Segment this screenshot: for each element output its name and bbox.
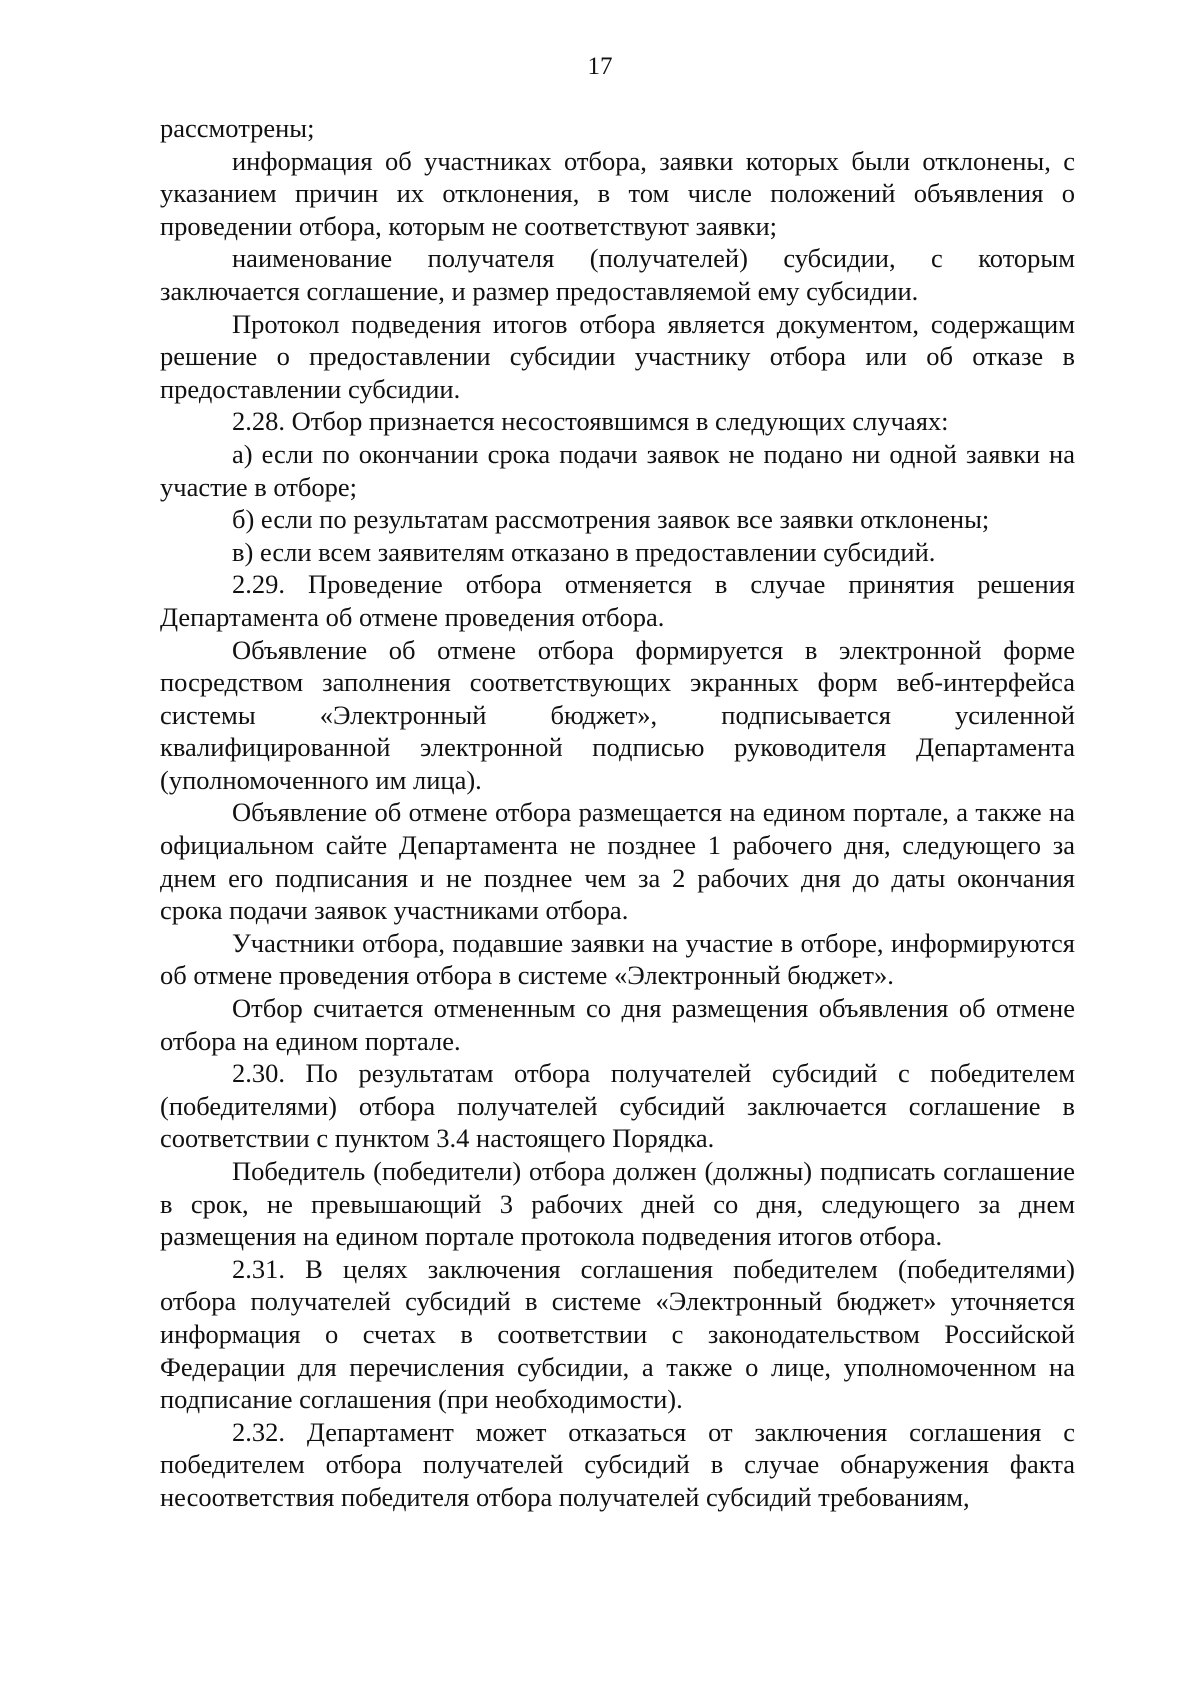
paragraph: 2.32. Департамент может отказаться от заключения соглашения с победителем отбора получателей субсидий в случае обнаружения факта несоответствия победителя отбора получателей субсидий требованиям,	[160, 1416, 1075, 1512]
paragraph: Участники отбора, подавшие заявки на участие в отборе, информируются об отмене проведения отбора в системе «Электронный бюджет».	[160, 927, 1075, 991]
paragraph: Протокол подведения итогов отбора является документом, содержащим решение о предоставлении субсидии участнику отбора или об отказе в предоставлении субсидии.	[160, 308, 1075, 404]
paragraph: а) если по окончании срока подачи заявок не подано ни одной заявки на участие в отборе;	[160, 438, 1075, 502]
paragraph: Объявление об отмене отбора размещается на едином портале, а также на официальном сайте Департамента не позднее 1 рабочего дня, следующего за днем его подписания и не позднее чем за 2 рабочих дня до даты окончания срока подачи заявок участниками отбора.	[160, 797, 1075, 926]
document-body	[160, 112, 1075, 1514]
paragraph: Отбор считается отмененным со дня размещения объявления об отмене отбора на едином портале.	[160, 993, 1075, 1056]
paragraph: в) если всем заявителям отказано в предоставлении субсидий.	[232, 536, 936, 567]
paragraph: 2.30. По результатам отбора получателей субсидий с победителем (победителями) отбора получателей субсидий заключается соглашение в соответствии с пунктом 3.4 настоящего Порядка.	[160, 1058, 1075, 1154]
page-number: 17	[587, 53, 613, 80]
paragraph: рассмотрены;	[160, 113, 315, 143]
paragraph: наименование получателя (получателей) субсидии, с которым заключается соглашение, и размер предоставляемой ему субсидии.	[160, 243, 1075, 306]
paragraph: 2.29. Проведение отбора отменяется в случае принятия решения Департамента об отмене проведения отбора.	[160, 569, 1075, 632]
paragraph: 2.31. В целях заключения соглашения победителем (победителями) отбора получателей субсидий в системе «Электронный бюджет» уточняется информация о счетах в соответствии с законодательством Российской Федерации для перечисления субсидии, а также о лице, уполномоченном на подписание соглашения (при необходимости).	[160, 1253, 1075, 1415]
paragraph: б) если по результатам рассмотрения заявок все заявки отклонены;	[232, 504, 990, 535]
paragraph: информация об участниках отбора, заявки которых были отклонены, с указанием причин их отклонения, в том числе положений объявления о проведении отбора, которым не соответствуют заявки;	[160, 145, 1075, 241]
paragraph: Объявление об отмене отбора формируется в электронной форме посредством заполнения соответствующих экранных форм веб-интерфейса системы «Электронный бюджет», подписывается усиленной квалифицированной электронной подписью руководителя Департамента (уполномоченного им лица).	[160, 634, 1075, 795]
paragraph: 2.28. Отбор признается несостоявшимся в следующих случаях:	[232, 406, 949, 437]
paragraph: Победитель (победители) отбора должен (должны) подписать соглашение в срок, не превышающий 3 рабочих дней со дня, следующего за днем размещения на едином портале протокола подведения итогов отбора.	[160, 1156, 1075, 1252]
